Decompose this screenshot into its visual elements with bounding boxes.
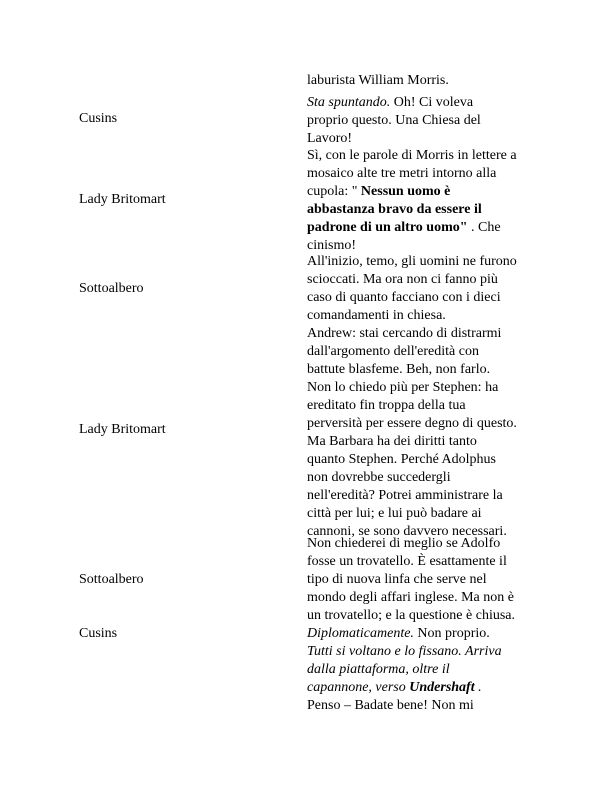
speech-line: Ma Barbara ha dei diritti tanto bbox=[307, 434, 477, 449]
speech-line: Andrew: stai cercando di distrarmi bbox=[307, 326, 502, 341]
speech-line: perversità per essere degno di questo. bbox=[307, 416, 517, 431]
stage-direction-line: Tutti si voltano e lo fissano. Arriva bbox=[307, 644, 502, 659]
speech-line: ereditato fin troppa della tua bbox=[307, 398, 466, 413]
speech-line: padrone di un altro uomo" . Che bbox=[307, 220, 501, 235]
speech-line: Non lo chiedo più per Stephen: ha bbox=[307, 380, 499, 395]
speech-line: Sì, con le parole di Morris in lettere a bbox=[307, 148, 517, 163]
speech-line: abbastanza bravo da essere il bbox=[307, 202, 482, 217]
speech-line: cupola: " Nessun uomo è bbox=[307, 184, 451, 199]
stage-direction-line: dalla piattaforma, oltre il bbox=[307, 662, 450, 677]
speech-line: caso di quanto facciano con i dieci bbox=[307, 290, 501, 305]
speaker-name: Sottoalbero bbox=[79, 281, 144, 296]
speech-text bbox=[307, 94, 537, 148]
speech-text bbox=[307, 253, 537, 325]
speech-text bbox=[307, 147, 537, 255]
speech-line: mosaico alte tre metri intorno alla bbox=[307, 166, 497, 181]
speaker-name: Lady Britomart bbox=[79, 422, 166, 437]
speech-line: un trovatello; e la questione è chiusa. bbox=[307, 608, 515, 623]
speech-text bbox=[307, 535, 537, 625]
speech-line: comandamenti in chiesa. bbox=[307, 308, 446, 323]
speech-line: proprio questo. Una Chiesa del bbox=[307, 113, 481, 128]
speech-line: cannoni, se sono davvero necessari. bbox=[307, 524, 507, 539]
speech-line: tipo di nuova linfa che serve nel bbox=[307, 572, 487, 587]
speech-line: Penso – Badate bene! Non mi bbox=[307, 698, 474, 713]
speech-line: All'inizio, temo, gli uomini ne furono bbox=[307, 254, 517, 269]
speaker-name: Cusins bbox=[79, 626, 118, 641]
speaker-name: Lady Britomart bbox=[79, 192, 166, 207]
speech-line: fosse un trovatello. È esattamente il bbox=[307, 554, 507, 569]
speech-line: non dovrebbe succedergli bbox=[307, 470, 451, 485]
speech-line: battute blasfeme. Beh, non farlo. bbox=[307, 362, 491, 377]
speech-line: cinismo! bbox=[307, 238, 356, 253]
speech-text bbox=[307, 625, 537, 715]
speech-line: quanto Stephen. Perché Adolphus bbox=[307, 452, 496, 467]
speech-line: Lavoro! bbox=[307, 131, 353, 146]
speaker-name: Cusins bbox=[79, 111, 118, 126]
speech-line: Sta spuntando. Oh! Ci voleva bbox=[307, 95, 474, 110]
speech-line: dall'argomento dell'eredità con bbox=[307, 344, 479, 359]
stage-direction-line: capannone, verso Undershaft . bbox=[307, 680, 482, 695]
speaker-name: Sottoalbero bbox=[79, 572, 144, 587]
speech-line: nell'eredità? Potrei amministrare la bbox=[307, 488, 503, 503]
speech-line: scioccati. Ma ora non ci fanno più bbox=[307, 272, 498, 287]
speech-line: Non chiederei di meglio se Adolfo bbox=[307, 536, 501, 551]
speech-line: Diplomaticamente. Non proprio. bbox=[307, 626, 490, 641]
speech-text bbox=[307, 72, 537, 90]
speech-text bbox=[307, 325, 537, 541]
speech-line: laburista William Morris. bbox=[307, 73, 449, 88]
speech-line: mondo degli affari inglese. Ma non è bbox=[307, 590, 514, 605]
speech-line: città per lui; e lui può badare ai bbox=[307, 506, 482, 521]
